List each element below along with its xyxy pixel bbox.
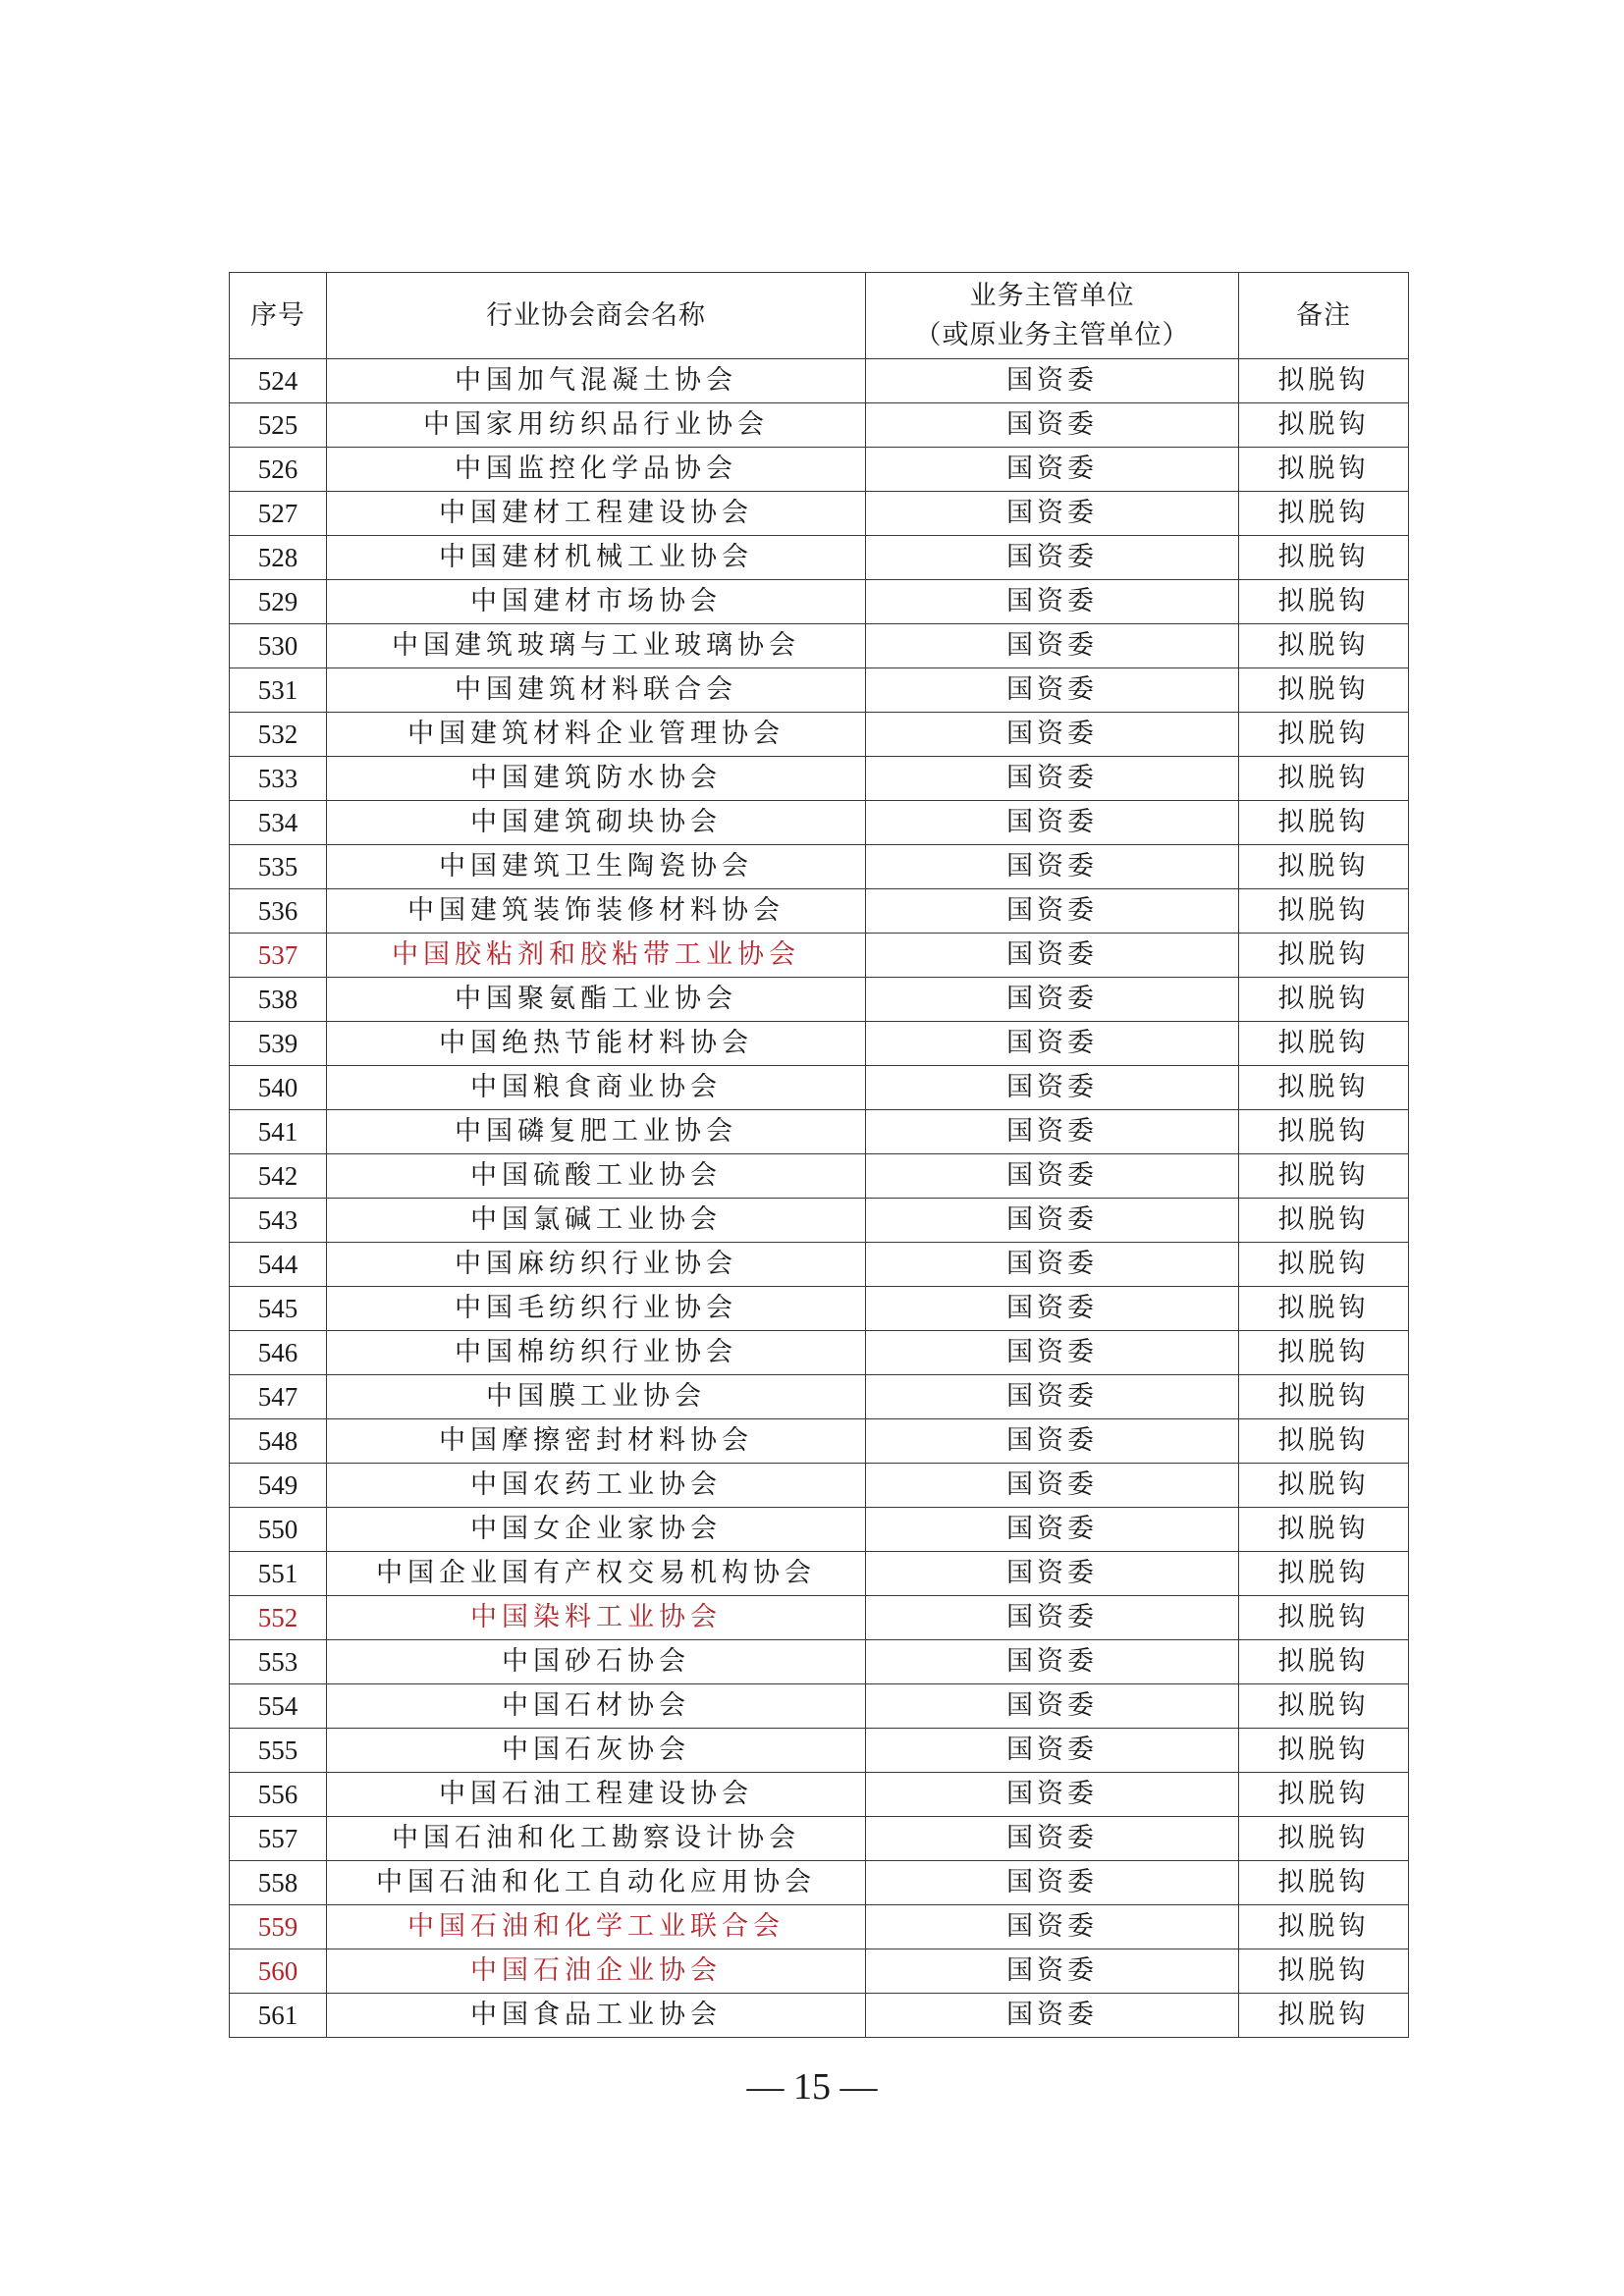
table-row xyxy=(230,1464,1409,1508)
row-serial-number: 543 xyxy=(230,1199,327,1243)
row-association-name: 中国建筑防水协会 xyxy=(327,757,866,801)
table-row xyxy=(230,1729,1409,1773)
table-row xyxy=(230,1905,1409,1949)
row-serial-number: 539 xyxy=(230,1022,327,1066)
row-serial-number: 532 xyxy=(230,713,327,757)
row-association-name: 中国建筑砌块协会 xyxy=(327,801,866,845)
row-remark: 拟脱钩 xyxy=(1239,1640,1409,1684)
row-remark: 拟脱钩 xyxy=(1239,978,1409,1022)
row-supervising-unit: 国资委 xyxy=(866,889,1239,934)
table-row xyxy=(230,934,1409,978)
row-association-name: 中国磷复肥工业协会 xyxy=(327,1110,866,1154)
table-row xyxy=(230,1640,1409,1684)
row-association-name: 中国石材协会 xyxy=(327,1684,866,1729)
row-supervising-unit: 国资委 xyxy=(866,1861,1239,1905)
row-supervising-unit: 国资委 xyxy=(866,359,1239,403)
table-row xyxy=(230,1419,1409,1464)
row-association-name: 中国石油企业协会 xyxy=(327,1949,866,1994)
table-row xyxy=(230,1199,1409,1243)
row-supervising-unit: 国资委 xyxy=(866,1154,1239,1199)
row-association-name: 中国氯碱工业协会 xyxy=(327,1199,866,1243)
row-remark: 拟脱钩 xyxy=(1239,1949,1409,1994)
table-row xyxy=(230,403,1409,448)
row-supervising-unit: 国资委 xyxy=(866,1640,1239,1684)
row-serial-number: 541 xyxy=(230,1110,327,1154)
row-remark: 拟脱钩 xyxy=(1239,1022,1409,1066)
table-row xyxy=(230,1110,1409,1154)
row-supervising-unit: 国资委 xyxy=(866,1508,1239,1552)
row-serial-number: 540 xyxy=(230,1066,327,1110)
row-supervising-unit: 国资委 xyxy=(866,1949,1239,1994)
table-row xyxy=(230,713,1409,757)
table-row xyxy=(230,448,1409,492)
row-serial-number: 561 xyxy=(230,1994,327,2038)
header-remarks: 备注 xyxy=(1239,273,1409,359)
row-association-name: 中国建筑材料联合会 xyxy=(327,668,866,713)
association-table xyxy=(229,272,1409,2038)
row-remark: 拟脱钩 xyxy=(1239,757,1409,801)
row-association-name: 中国建筑卫生陶瓷协会 xyxy=(327,845,866,889)
row-remark: 拟脱钩 xyxy=(1239,713,1409,757)
row-serial-number: 556 xyxy=(230,1773,327,1817)
row-association-name: 中国膜工业协会 xyxy=(327,1375,866,1419)
table-row xyxy=(230,889,1409,934)
table-row xyxy=(230,1552,1409,1596)
row-remark: 拟脱钩 xyxy=(1239,934,1409,978)
row-serial-number: 535 xyxy=(230,845,327,889)
row-remark: 拟脱钩 xyxy=(1239,1066,1409,1110)
row-association-name: 中国企业国有产权交易机构协会 xyxy=(327,1552,866,1596)
row-association-name: 中国棉纺织行业协会 xyxy=(327,1331,866,1375)
row-supervising-unit: 国资委 xyxy=(866,1596,1239,1640)
table-row xyxy=(230,668,1409,713)
row-remark: 拟脱钩 xyxy=(1239,448,1409,492)
row-serial-number: 557 xyxy=(230,1817,327,1861)
row-remark: 拟脱钩 xyxy=(1239,580,1409,624)
table-row xyxy=(230,1949,1409,1994)
table-row xyxy=(230,1066,1409,1110)
row-remark: 拟脱钩 xyxy=(1239,1419,1409,1464)
row-association-name: 中国农药工业协会 xyxy=(327,1464,866,1508)
table-row xyxy=(230,1022,1409,1066)
row-association-name: 中国石油和化工勘察设计协会 xyxy=(327,1817,866,1861)
row-remark: 拟脱钩 xyxy=(1239,1773,1409,1817)
row-association-name: 中国建材市场协会 xyxy=(327,580,866,624)
row-remark: 拟脱钩 xyxy=(1239,1817,1409,1861)
table-row xyxy=(230,1375,1409,1419)
header-supervising-unit-line2: （或原业务主管单位） xyxy=(914,319,1190,350)
table-row xyxy=(230,1287,1409,1331)
row-supervising-unit: 国资委 xyxy=(866,1729,1239,1773)
row-association-name: 中国绝热节能材料协会 xyxy=(327,1022,866,1066)
row-association-name: 中国建材工程建设协会 xyxy=(327,492,866,536)
table-header-row xyxy=(230,273,1409,359)
row-remark: 拟脱钩 xyxy=(1239,1464,1409,1508)
row-serial-number: 544 xyxy=(230,1243,327,1287)
row-supervising-unit: 国资委 xyxy=(866,448,1239,492)
row-serial-number: 551 xyxy=(230,1552,327,1596)
row-association-name: 中国石油和化工自动化应用协会 xyxy=(327,1861,866,1905)
row-supervising-unit: 国资委 xyxy=(866,1110,1239,1154)
row-remark: 拟脱钩 xyxy=(1239,492,1409,536)
row-supervising-unit: 国资委 xyxy=(866,1817,1239,1861)
table-row xyxy=(230,1508,1409,1552)
row-serial-number: 529 xyxy=(230,580,327,624)
row-remark: 拟脱钩 xyxy=(1239,1243,1409,1287)
table-row xyxy=(230,757,1409,801)
row-serial-number: 533 xyxy=(230,757,327,801)
table-row xyxy=(230,536,1409,580)
row-serial-number: 528 xyxy=(230,536,327,580)
row-remark: 拟脱钩 xyxy=(1239,1861,1409,1905)
table-row xyxy=(230,1684,1409,1729)
row-supervising-unit: 国资委 xyxy=(866,1199,1239,1243)
row-remark: 拟脱钩 xyxy=(1239,624,1409,668)
row-association-name: 中国家用纺织品行业协会 xyxy=(327,403,866,448)
row-supervising-unit: 国资委 xyxy=(866,580,1239,624)
row-remark: 拟脱钩 xyxy=(1239,403,1409,448)
row-remark: 拟脱钩 xyxy=(1239,1684,1409,1729)
row-association-name: 中国染料工业协会 xyxy=(327,1596,866,1640)
row-serial-number: 542 xyxy=(230,1154,327,1199)
row-supervising-unit: 国资委 xyxy=(866,1419,1239,1464)
row-serial-number: 536 xyxy=(230,889,327,934)
row-association-name: 中国砂石协会 xyxy=(327,1640,866,1684)
row-supervising-unit: 国资委 xyxy=(866,757,1239,801)
row-remark: 拟脱钩 xyxy=(1239,1199,1409,1243)
row-supervising-unit: 国资委 xyxy=(866,978,1239,1022)
row-association-name: 中国石灰协会 xyxy=(327,1729,866,1773)
row-supervising-unit: 国资委 xyxy=(866,1022,1239,1066)
row-serial-number: 549 xyxy=(230,1464,327,1508)
row-serial-number: 558 xyxy=(230,1861,327,1905)
row-association-name: 中国加气混凝土协会 xyxy=(327,359,866,403)
row-remark: 拟脱钩 xyxy=(1239,1331,1409,1375)
row-supervising-unit: 国资委 xyxy=(866,1066,1239,1110)
table-row xyxy=(230,1331,1409,1375)
header-association-name: 行业协会商会名称 xyxy=(327,273,866,359)
row-association-name: 中国硫酸工业协会 xyxy=(327,1154,866,1199)
table-row xyxy=(230,801,1409,845)
row-supervising-unit: 国资委 xyxy=(866,1287,1239,1331)
row-remark: 拟脱钩 xyxy=(1239,801,1409,845)
row-remark: 拟脱钩 xyxy=(1239,536,1409,580)
row-supervising-unit: 国资委 xyxy=(866,1552,1239,1596)
row-association-name: 中国石油和化学工业联合会 xyxy=(327,1905,866,1949)
row-supervising-unit: 国资委 xyxy=(866,536,1239,580)
row-association-name: 中国石油工程建设协会 xyxy=(327,1773,866,1817)
header-supervising-unit-line1: 业务主管单位 xyxy=(969,280,1135,311)
row-serial-number: 538 xyxy=(230,978,327,1022)
row-serial-number: 526 xyxy=(230,448,327,492)
row-remark: 拟脱钩 xyxy=(1239,1508,1409,1552)
row-serial-number: 548 xyxy=(230,1419,327,1464)
row-association-name: 中国毛纺织行业协会 xyxy=(327,1287,866,1331)
row-remark: 拟脱钩 xyxy=(1239,889,1409,934)
row-association-name: 中国摩擦密封材料协会 xyxy=(327,1419,866,1464)
row-supervising-unit: 国资委 xyxy=(866,1375,1239,1419)
row-supervising-unit: 国资委 xyxy=(866,1243,1239,1287)
table-row xyxy=(230,624,1409,668)
row-supervising-unit: 国资委 xyxy=(866,1994,1239,2038)
header-supervising-unit xyxy=(866,273,1239,359)
row-association-name: 中国建材机械工业协会 xyxy=(327,536,866,580)
row-serial-number: 546 xyxy=(230,1331,327,1375)
row-serial-number: 554 xyxy=(230,1684,327,1729)
row-remark: 拟脱钩 xyxy=(1239,1994,1409,2038)
row-remark: 拟脱钩 xyxy=(1239,1905,1409,1949)
table-row xyxy=(230,1596,1409,1640)
row-remark: 拟脱钩 xyxy=(1239,668,1409,713)
row-serial-number: 534 xyxy=(230,801,327,845)
row-serial-number: 553 xyxy=(230,1640,327,1684)
header-serial-number: 序号 xyxy=(230,273,327,359)
table-row xyxy=(230,1773,1409,1817)
row-supervising-unit: 国资委 xyxy=(866,1464,1239,1508)
row-association-name: 中国建筑材料企业管理协会 xyxy=(327,713,866,757)
row-remark: 拟脱钩 xyxy=(1239,1110,1409,1154)
row-supervising-unit: 国资委 xyxy=(866,1905,1239,1949)
row-remark: 拟脱钩 xyxy=(1239,1596,1409,1640)
row-remark: 拟脱钩 xyxy=(1239,845,1409,889)
row-serial-number: 559 xyxy=(230,1905,327,1949)
row-serial-number: 527 xyxy=(230,492,327,536)
row-supervising-unit: 国资委 xyxy=(866,668,1239,713)
row-serial-number: 530 xyxy=(230,624,327,668)
table-row xyxy=(230,1861,1409,1905)
row-association-name: 中国食品工业协会 xyxy=(327,1994,866,2038)
row-supervising-unit: 国资委 xyxy=(866,1773,1239,1817)
row-association-name: 中国女企业家协会 xyxy=(327,1508,866,1552)
row-supervising-unit: 国资委 xyxy=(866,1331,1239,1375)
table-row xyxy=(230,845,1409,889)
row-association-name: 中国聚氨酯工业协会 xyxy=(327,978,866,1022)
table-row xyxy=(230,1154,1409,1199)
row-serial-number: 555 xyxy=(230,1729,327,1773)
row-supervising-unit: 国资委 xyxy=(866,624,1239,668)
row-serial-number: 547 xyxy=(230,1375,327,1419)
table-row xyxy=(230,580,1409,624)
row-association-name: 中国建筑玻璃与工业玻璃协会 xyxy=(327,624,866,668)
table-row xyxy=(230,1994,1409,2038)
row-supervising-unit: 国资委 xyxy=(866,801,1239,845)
row-remark: 拟脱钩 xyxy=(1239,1729,1409,1773)
row-remark: 拟脱钩 xyxy=(1239,1375,1409,1419)
row-serial-number: 545 xyxy=(230,1287,327,1331)
row-remark: 拟脱钩 xyxy=(1239,359,1409,403)
row-remark: 拟脱钩 xyxy=(1239,1154,1409,1199)
row-supervising-unit: 国资委 xyxy=(866,1684,1239,1729)
row-supervising-unit: 国资委 xyxy=(866,492,1239,536)
row-remark: 拟脱钩 xyxy=(1239,1287,1409,1331)
table-row xyxy=(230,359,1409,403)
table-row xyxy=(230,978,1409,1022)
row-serial-number: 531 xyxy=(230,668,327,713)
table-row xyxy=(230,1817,1409,1861)
row-association-name: 中国粮食商业协会 xyxy=(327,1066,866,1110)
row-serial-number: 537 xyxy=(230,934,327,978)
row-serial-number: 550 xyxy=(230,1508,327,1552)
table-row xyxy=(230,1243,1409,1287)
row-serial-number: 552 xyxy=(230,1596,327,1640)
row-association-name: 中国胶粘剂和胶粘带工业协会 xyxy=(327,934,866,978)
row-remark: 拟脱钩 xyxy=(1239,1552,1409,1596)
row-association-name: 中国麻纺织行业协会 xyxy=(327,1243,866,1287)
row-supervising-unit: 国资委 xyxy=(866,713,1239,757)
row-association-name: 中国监控化学品协会 xyxy=(327,448,866,492)
page-number: — 15 — xyxy=(746,2066,878,2108)
row-supervising-unit: 国资委 xyxy=(866,845,1239,889)
row-serial-number: 524 xyxy=(230,359,327,403)
row-supervising-unit: 国资委 xyxy=(866,403,1239,448)
row-serial-number: 560 xyxy=(230,1949,327,1994)
table-row xyxy=(230,492,1409,536)
row-serial-number: 525 xyxy=(230,403,327,448)
table-body xyxy=(230,359,1409,2038)
row-supervising-unit: 国资委 xyxy=(866,934,1239,978)
row-association-name: 中国建筑装饰装修材料协会 xyxy=(327,889,866,934)
